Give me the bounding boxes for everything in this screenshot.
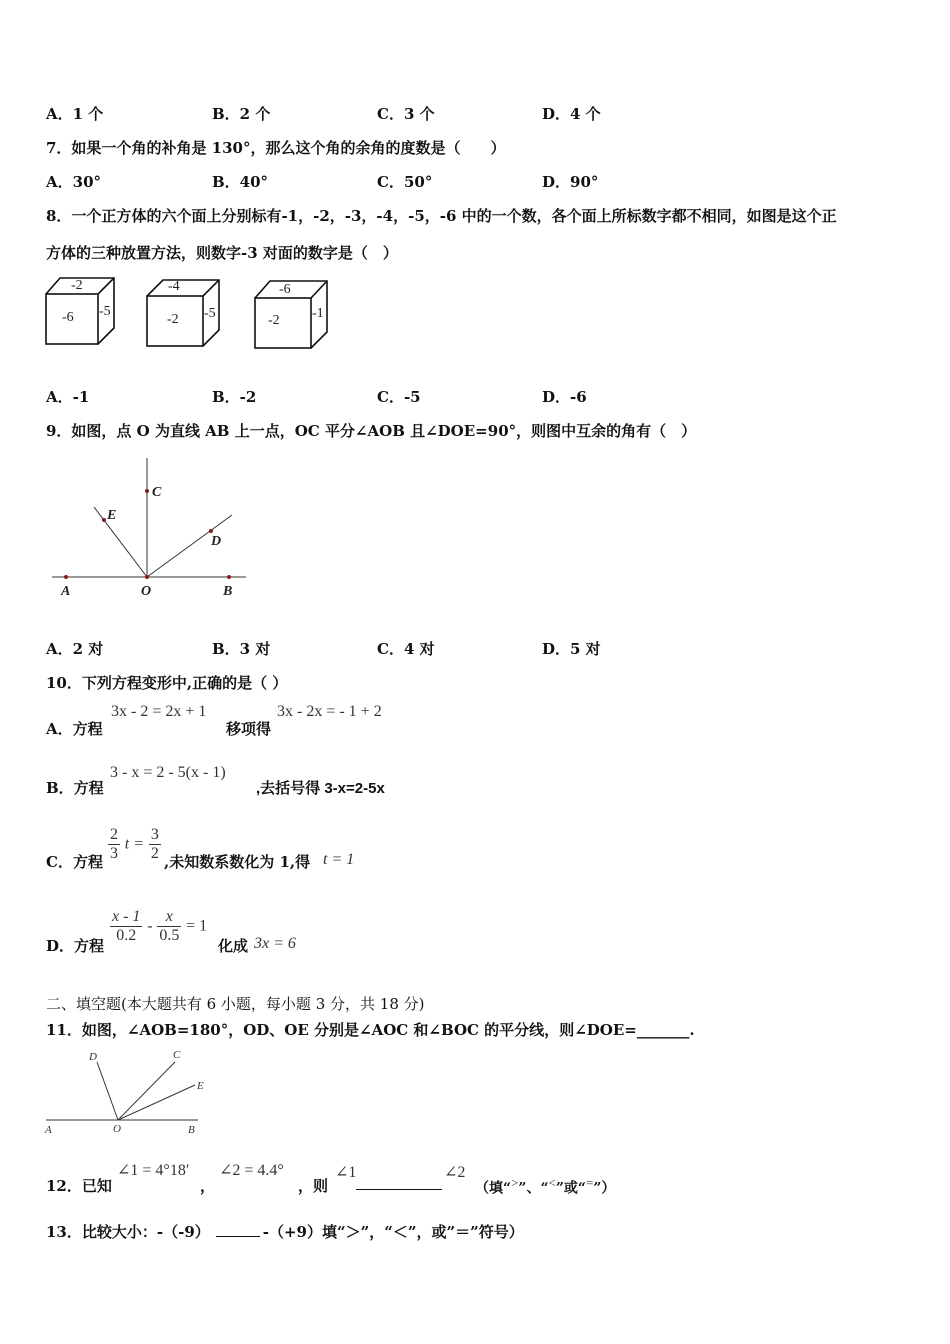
q8-option-b: B．-2 [212, 388, 257, 406]
q10-d-frac-right [157, 908, 181, 945]
q8-option-d: D．-6 [542, 388, 587, 406]
q11-label-e: E [197, 1080, 204, 1092]
q10-d-frac-left-num: x - 1 [112, 908, 141, 925]
q10-option-a-prefix: A．方程 [46, 720, 103, 738]
section2-heading: 二、填空题(本大题共有 6 小题，每小题 3 分，共 18 分) [46, 995, 425, 1013]
q12-angle1-ref: ∠1 [335, 1164, 357, 1181]
q9-angle-figure [45, 450, 255, 605]
q10-d-frac-right-num: x [157, 908, 181, 927]
q13-answer-blank[interactable] [216, 1236, 260, 1237]
q10-c-frac-right [149, 826, 161, 863]
q11-stem: 11．如图，∠AOB=180°，OD、OE 分别是∠AOC 和∠BOC 的平分线，则∠DOE=_______. [46, 1021, 695, 1039]
q10-d-frac-left-den: 0.2 [116, 927, 137, 944]
q7-stem: 7．如果一个角的补角是 130°，那么这个角的余角的度数是（ ） [46, 139, 506, 157]
cube-1-right-label: -5 [99, 304, 111, 319]
q10-d-frac-right-den: 0.5 [159, 927, 180, 944]
q8-cubes-figure [40, 270, 340, 360]
cube-1 [46, 278, 114, 344]
cube-1-front-label: -6 [62, 310, 74, 325]
cube-3 [255, 281, 327, 348]
cube-3-right-label: -1 [312, 306, 324, 321]
q12-answer-blank[interactable] [356, 1189, 442, 1190]
q13-text-after: -（+9）填“＞”，“＜”，或”＝”符号） [262, 1223, 524, 1241]
q10-option-d-mid: 化成 [218, 937, 249, 955]
q9-option-d: D．5 对 [542, 640, 601, 658]
q12-lt-symbol: < [548, 1175, 556, 1190]
q10-option-c-equation [108, 826, 161, 863]
q9-label-e: E [107, 508, 117, 523]
cube-2 [147, 279, 219, 346]
q10-option-d-result: 3x = 6 [254, 935, 296, 952]
q10-option-a-eq1: 3x - 2 = 2x + 1 [111, 703, 207, 720]
cube-3-front-label: -2 [268, 313, 280, 328]
q10-d-minus: - [147, 917, 153, 935]
q10-c-var: t = [124, 835, 145, 853]
q12-fill-close: ”） [593, 1180, 616, 1197]
q12-fill-open: （填“ [475, 1180, 512, 1197]
q9-label-a: A [61, 584, 71, 599]
q10-option-b-suffix: ,去括号得 3-x=2-5x [256, 780, 385, 797]
q6-option-c: C．3 个 [377, 105, 435, 123]
q11-label-a: A [45, 1124, 52, 1136]
q10-stem: 10．下列方程变形中,正确的是（ ） [46, 674, 288, 692]
q10-option-d-equation [110, 908, 207, 945]
cube-2-top-label: -4 [168, 279, 180, 294]
q12-then: ，则 [298, 1177, 329, 1195]
q6-option-b: B．2 个 [212, 105, 271, 123]
q8-option-a: A．-1 [46, 388, 90, 406]
q12-angle2-ref: ∠2 [444, 1164, 466, 1181]
q10-option-d-prefix: D．方程 [46, 937, 105, 955]
q11-label-b: B [188, 1124, 195, 1136]
q10-option-c-mid: ,未知数系数化为 1,得 [164, 853, 311, 871]
q10-d-frac-left [110, 908, 142, 945]
q10-option-b-eq: 3 - x = 2 - 5(x - 1) [110, 764, 226, 781]
cube-2-front-label: -2 [167, 312, 179, 327]
q13-line [46, 1221, 524, 1242]
q11-label-d: D [89, 1051, 97, 1063]
q11-label-o: O [113, 1123, 121, 1135]
q9-option-a: A．2 对 [46, 640, 104, 658]
q12-angle2: ∠2 = 4.4° [219, 1162, 284, 1179]
q10-option-c-prefix: C．方程 [46, 853, 103, 871]
q11-label-c: C [173, 1049, 181, 1061]
q10-c-frac-right-den: 2 [150, 845, 159, 862]
q12-gt-symbol: > [511, 1175, 519, 1190]
q9-label-o: O [141, 584, 152, 599]
q9-option-b: B．3 对 [212, 640, 271, 658]
q13-text-before: 13．比较大小：-（-9） [46, 1223, 210, 1241]
q10-c-frac-right-num: 3 [150, 826, 159, 843]
q12-fill-or: ”或“ [555, 1180, 586, 1197]
q8-option-c: C．-5 [377, 388, 421, 406]
q9-label-c: C [152, 485, 162, 500]
cube-1-top-label: -2 [71, 278, 83, 293]
q9-label-b: B [223, 584, 233, 599]
q8-stem-line2: 方体的三种放置方法，则数字-3 对面的数字是（ ） [46, 244, 398, 262]
q9-label-d: D [211, 534, 222, 549]
q9-stem: 9．如图，点 O 为直线 AB 上一点，OC 平分∠AOB 且∠DOE=90°，则图中互余的角有（ ） [46, 422, 697, 440]
q7-option-a: A．30° [46, 173, 102, 191]
q10-option-b-prefix: B．方程 [46, 779, 104, 797]
q12-angle1: ∠1 = 4°18′ [117, 1162, 190, 1179]
q12-comma: ， [200, 1177, 216, 1195]
q10-c-frac-left [108, 826, 120, 863]
q12-fill-hint [475, 1175, 615, 1198]
q12-eq-symbol: = [585, 1175, 594, 1190]
q11-angle-figure [42, 1045, 212, 1140]
q7-option-c: C．50° [377, 173, 433, 191]
q10-c-frac-left-num: 2 [110, 826, 118, 843]
cube-2-right-label: -5 [204, 306, 216, 321]
q6-option-a: A．1 个 [46, 105, 104, 123]
q10-option-a-mid: 移项得 [226, 720, 272, 738]
q12-prefix: 12．已知 [46, 1177, 112, 1195]
q7-option-b: B．40° [212, 173, 269, 191]
q6-option-d: D．4 个 [542, 105, 601, 123]
cube-3-top-label: -6 [279, 282, 291, 297]
q12-fill-sep: ”、“ [518, 1180, 549, 1197]
q7-option-d: D．90° [542, 173, 599, 191]
q10-option-a-eq2: 3x - 2x = - 1 + 2 [277, 703, 382, 720]
q10-d-eq: = 1 [186, 917, 208, 935]
q10-option-c-result: t = 1 [323, 851, 355, 868]
q8-stem-line1: 8．一个正方体的六个面上分别标有-1，-2，-3，-4，-5，-6 中的一个数，各个面上所标数字都不相同，如图是这个正 [46, 207, 837, 225]
q10-c-frac-left-den: 3 [110, 845, 118, 862]
q9-option-c: C．4 对 [377, 640, 435, 658]
